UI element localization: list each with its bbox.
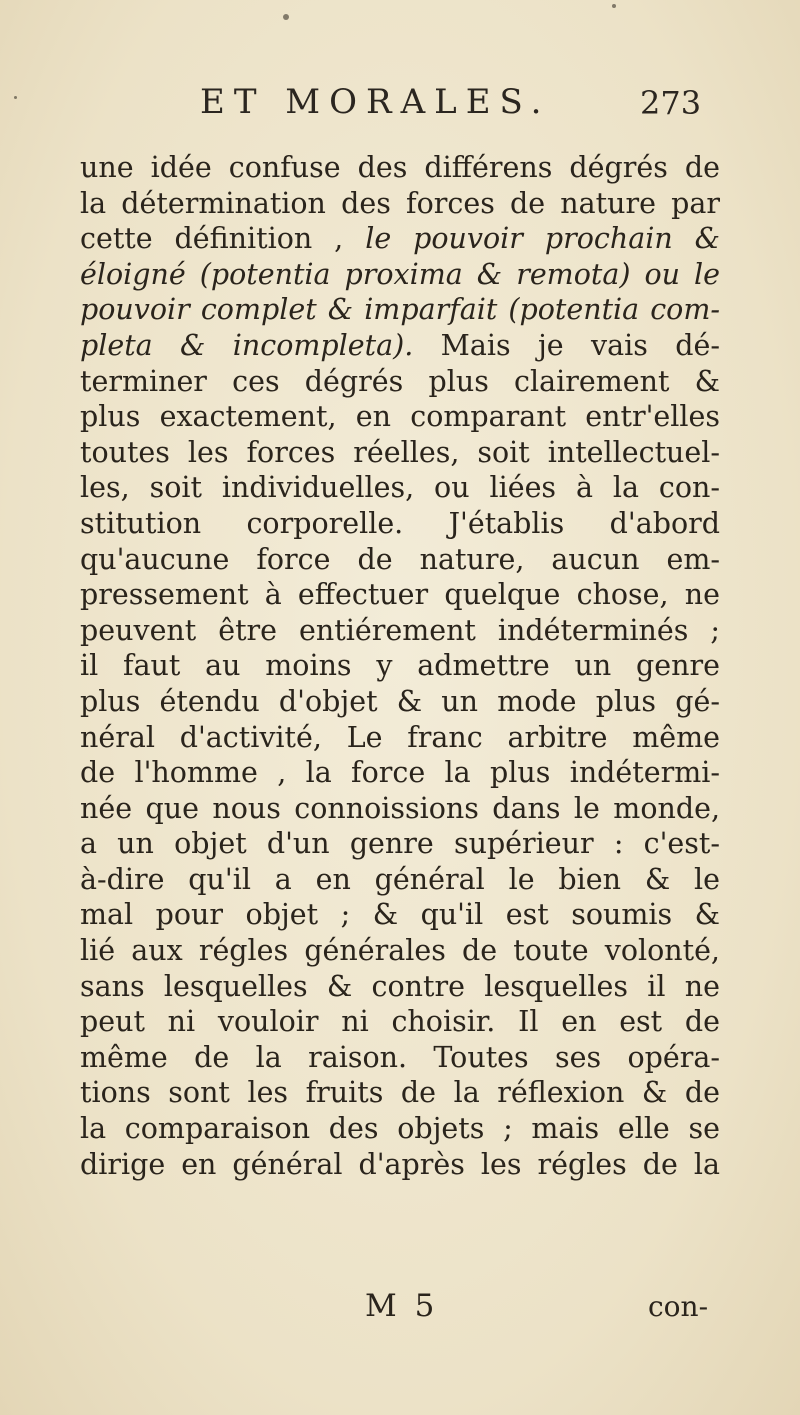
text-line: la détermination des forces de nature par [80,186,720,220]
italic-run: le pouvoir prochain & [365,222,721,256]
text-line: éloigné (potentia proxima & remota) ou le [80,257,720,291]
text-line: de l'homme , la force la plus indétermi- [80,756,720,790]
text-line: peuvent être entiérement indéterminés ; [80,613,720,647]
text-line: dirige en général d'après les régles de la [80,1147,720,1181]
text-line: il faut au moins y admettre un genre [80,649,720,683]
ink-speck [283,14,289,20]
text-line: née que nous connoissions dans le monde, [80,791,720,825]
text-line: plus étendu d'objet & un mode plus gé- [80,684,720,718]
ink-speck [14,96,17,99]
text-run: cette définition , [80,222,344,256]
text-line: pressement à effectuer quelque chose, ne [80,578,720,612]
text-line: même de la raison. Toutes ses opéra- [80,1040,720,1074]
italic-run: pleta & incompleta). [80,328,414,362]
text-line: une idée confuse des différens dégrés de [80,151,720,184]
text-line: à-dire qu'il a en général le bien & le [80,862,720,896]
running-title: ET MORALES. [200,82,551,122]
text-line: les, soit individuelles, ou liées à la con- [80,471,720,505]
page-header [0,78,800,128]
text-line: terminer ces dégrés plus clairement & [80,364,720,398]
text-line: toutes les forces réelles, soit intellectuel- [80,435,720,469]
text-line: lié aux régles générales de toute volonté, [80,934,720,968]
body-text [80,150,720,1182]
page-number: 273 [640,84,702,122]
text-line: tions sont les fruits de la réflexion & de [80,1076,720,1110]
text-run: Mais je vais dé- [440,328,721,362]
text-line [80,221,720,257]
text-line: a un objet d'un genre supérieur : c'est- [80,827,720,861]
text-line: plus exactement, en comparant entr'elles [80,400,720,434]
text-line: néral d'activité, Le franc arbitre même [80,720,720,754]
page-footer [0,1288,800,1338]
text-line: mal pour objet ; & qu'il est soumis & [80,898,720,932]
text-line: pouvoir complet & imparfait (potentia com- [80,293,720,327]
text-line: sans lesquelles & contre lesquelles il ne [80,969,720,1003]
ink-speck [612,4,616,8]
text-line: qu'aucune force de nature, aucun em- [80,542,720,576]
signature-mark: M 5 [365,1288,439,1324]
text-line: peut ni vouloir ni choisir. Il en est de [80,1005,720,1039]
text-line: stitution corporelle. J'établis d'abord [80,506,720,540]
text-line: la comparaison des objets ; mais elle se [80,1112,720,1146]
catchword: con- [648,1290,709,1323]
text-line [80,328,720,364]
